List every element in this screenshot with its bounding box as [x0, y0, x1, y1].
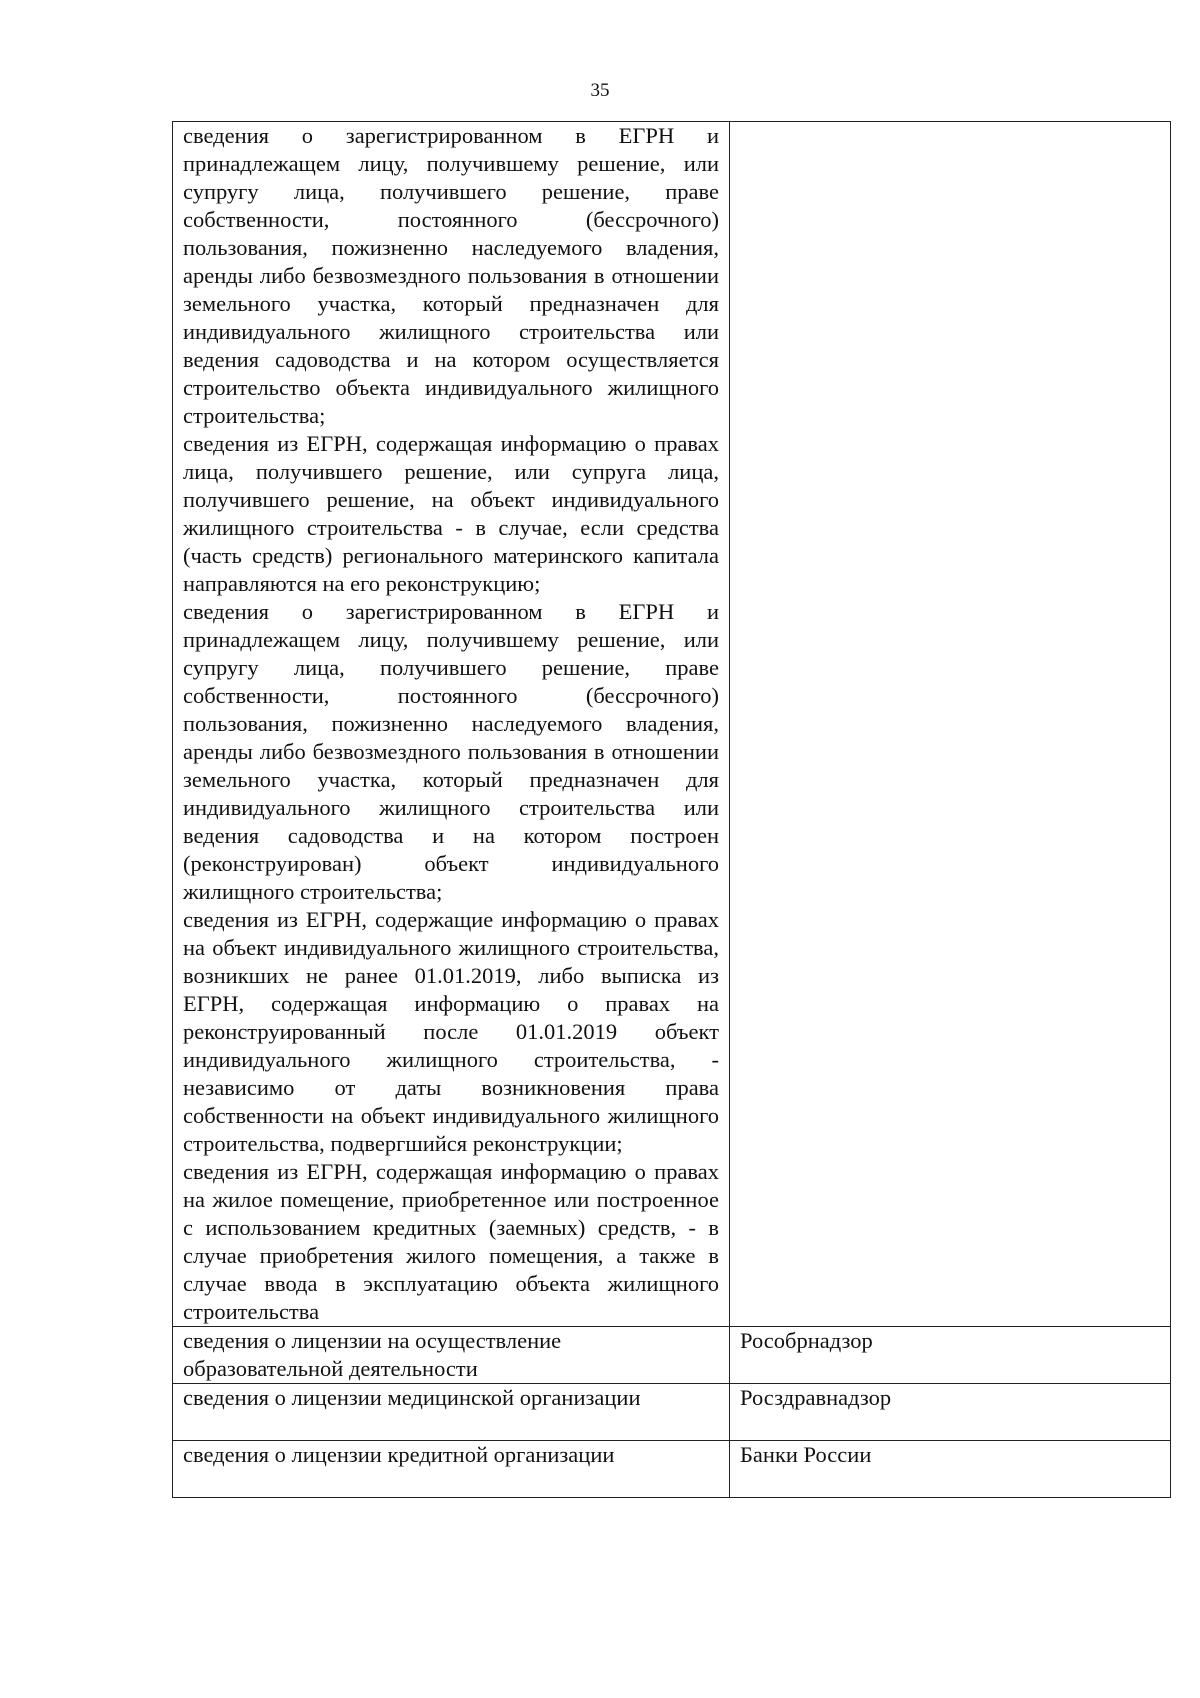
table-row: [173, 122, 1171, 1327]
documents-table: [172, 121, 1171, 1498]
table-row: [173, 1441, 1171, 1498]
table-cell-document: сведения о лицензии медицинской организации: [173, 1384, 730, 1441]
table-cell-authority: Банки России: [730, 1441, 1171, 1498]
table-row: [173, 1327, 1171, 1384]
table-cell-authority: Росздравнадзор: [730, 1384, 1171, 1441]
table-row: [173, 1384, 1171, 1441]
paragraph: сведения из ЕГРН, содержащая информацию о правах на жилое помещение, приобретенное или построенное с использованием кредитных (заемных) средств, - в случае приобретения жилого помещения, а также в случае ввода в эксплуатацию объекта жилищного строительства: [183, 1159, 719, 1324]
table-cell-document: сведения о лицензии кредитной организации: [173, 1441, 730, 1498]
page-number: 35: [590, 80, 610, 101]
paragraph: сведения о зарегистрированном в ЕГРН и принадлежащем лицу, получившему решение, или супругу лица, получившего решение, праве собственности, постоянного (бессрочного) пользования, пожизненно наследуемого владения, аренды либо безвозмездного пользования в отношении земельного участка, который предназначен для индивидуального жилищного строительства или ведения садоводства и на котором осуществляется строительство объекта индивидуального жилищного строительства;: [183, 123, 719, 428]
table-cell-authority: Рособрнадзор: [730, 1327, 1171, 1384]
table-cell-authority: [730, 122, 1171, 1327]
table-cell-document: [173, 122, 730, 1327]
paragraph: сведения из ЕГРН, содержащие информацию о правах на объект индивидуального жилищного строительства, возникших не ранее 01.01.2019, либо выписка из ЕГРН, содержащая информацию о правах на реконструированный после 01.01.2019 объект индивидуального жилищного строительства, - независимо от даты возникновения права собственности на объект индивидуального жилищного строительства, подвергшийся реконструкции;: [183, 907, 719, 1156]
paragraph: сведения из ЕГРН, содержащая информацию о правах лица, получившего решение, или супруга лица, получившего решение, на объект индивидуального жилищного строительства - в случае, если средства (часть средств) регионального материнского капитала направляются на его реконструкцию;: [183, 431, 719, 596]
paragraph: сведения о зарегистрированном в ЕГРН и принадлежащем лицу, получившему решение, или супругу лица, получившего решение, праве собственности, постоянного (бессрочного) пользования, пожизненно наследуемого владения, аренды либо безвозмездного пользования в отношении земельного участка, который предназначен для индивидуального жилищного строительства или ведения садоводства и на котором построен (реконструирован) объект индивидуального жилищного строительства;: [183, 599, 719, 904]
table-cell-document: сведения о лицензии на осуществление образовательной деятельности: [173, 1327, 730, 1384]
